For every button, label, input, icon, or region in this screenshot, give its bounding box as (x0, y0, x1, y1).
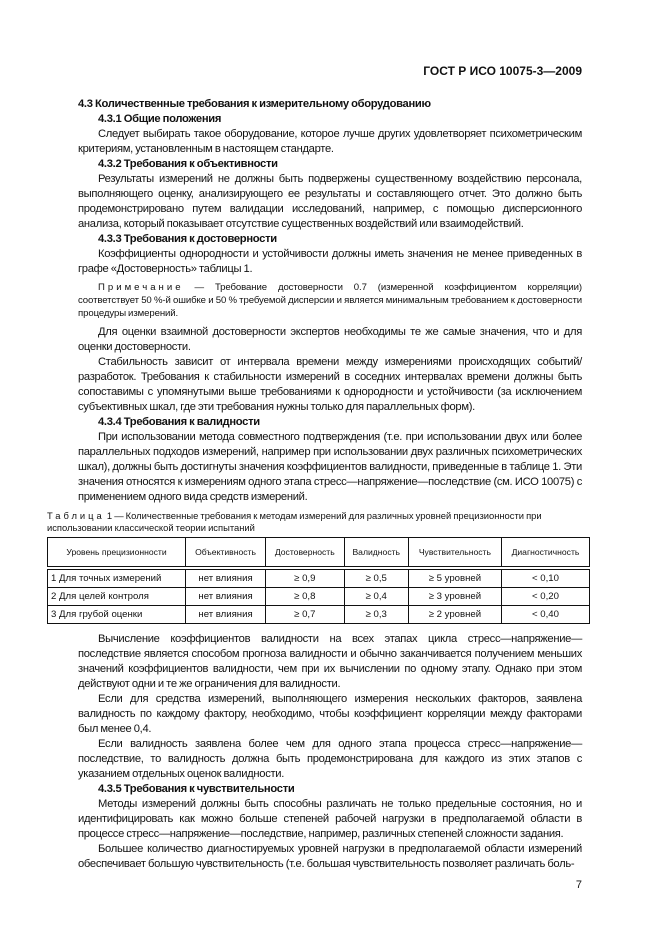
table-cell: ≥ 0,4 (344, 588, 408, 606)
table-caption (47, 510, 607, 534)
table-caption-text: 1 — Количественные требования к методам измерений для различных уровней прецизионности при использовании классической теории испытаний (47, 510, 542, 533)
page-number: 7 (575, 879, 582, 891)
paragraph: Коэффициенты однородности и устойчивости должны иметь значения не менее приведенных в графе «Достоверность» таблицы 1. (78, 248, 582, 275)
table-cell: ≥ 5 уровней (408, 570, 501, 588)
table-label: Таблица (47, 510, 105, 521)
table-cell: нет влияния (186, 588, 266, 606)
table-cell: ≥ 0,5 (344, 570, 408, 588)
paragraph: При использовании метода совместного подтверждения (т.е. при использовании двух или более параллельных подходов измерений, например при использовании двух различных психометрических шкал), должны быть достигнуты значения коэффициентов валидности, приведенные в таблице 1. Эти значения относятся к измерениям одного этапа стресс—напряжение—последствие (см. ИСО 10075) с применением одного вида средств измерений. (78, 431, 582, 503)
paragraph: Вычисление коэффициентов валидности на всех этапах цикла стресс—напряжение—последствие является способом прогноза валидности и обычно заканчивается получением меньших значений коэффициентов валидности, чем при их вычислении по одному этапу. Однако при этом действуют одни и те же ограничения для валидности. (78, 633, 582, 690)
table-row (48, 588, 590, 606)
note (78, 281, 582, 320)
table-cell: ≥ 0,9 (265, 570, 344, 588)
column-header: Валидность (344, 538, 408, 567)
table-cell: ≥ 0,7 (265, 606, 344, 624)
paragraph: Следует выбирать такое оборудование, которое лучше других удовлетворяет психометрическим критериям, установленным в настоящем стандарте. (78, 128, 582, 155)
table-cell: нет влияния (186, 570, 266, 588)
table-cell: ≥ 0,3 (344, 606, 408, 624)
paragraph: Методы измерений должны быть способны различать не только предельные состояния, но и идентифицировать как можно больше степеней рабочей нагрузки в предполагаемой области в процессе стресс—напряжение—последствие, например, различных степеней сложности задания. (78, 798, 582, 840)
table-cell: < 0,10 (501, 570, 589, 588)
page-body (47, 97, 582, 893)
paragraph: Результаты измерений не должны быть подвержены существенному воздействию персонала, выполняющего оценку, анализирующего ее результаты и составляющего отчет. Это должно быть продемонстрировано путем валидации исследований, например, с помощью дисперсионного анализа, который показывает отсутствие существенных воздействий или взаимодействий. (78, 173, 582, 230)
note-label: Примечание (98, 282, 184, 293)
column-header: Чувствительность (408, 538, 501, 567)
column-header: Объективность (186, 538, 266, 567)
paragraph: Стабильность зависит от интервала времени между измерениями происходящих событий/разработок. Требования к стабильности измерений в соседних интервалах времени должны быть сопоставимы с упомянутыми выше требованиями к однородности и устойчивости (за исключением субъективных шкал, где эти требования нужны только для параллельных форм). (78, 356, 582, 413)
paragraph: Большее количество диагностируемых уровней нагрузки в предполагаемой области измерений обеспечивает большую чувствительность (т.е. большая чувствительность позволяет различать боль- (78, 843, 582, 870)
column-header: Достоверность (265, 538, 344, 567)
section-4-3-5-heading: 4.3.5 Требования к чувствительности (98, 783, 295, 795)
section-4-3-1-heading: 4.3.1 Общие положения (98, 113, 222, 125)
table-cell: ≥ 0,8 (265, 588, 344, 606)
table-cell: < 0,20 (501, 588, 589, 606)
paragraph: Если для средства измерений, выполняющего измерения нескольких факторов, заявлена валидность по каждому фактору, необходимо, чтобы коэффициент корреляции между факторами был менее 0,4. (78, 693, 582, 735)
table-cell: 3 Для грубой оценки (48, 606, 186, 624)
paragraph: Для оценки взаимной достоверности экспертов необходимы те же самые значения, что и для оценки достоверности. (78, 326, 582, 353)
table-cell: < 0,40 (501, 606, 589, 624)
column-header: Диагностичность (501, 538, 589, 567)
table-row (48, 570, 590, 588)
section-4-3-3-heading: 4.3.3 Требования к достоверности (98, 233, 277, 245)
requirements-table (47, 537, 590, 624)
table-header-row (48, 538, 590, 567)
note-text: — Требование достоверности 0.7 (измеренной коэффициентом корреляции) соответствует 50 %-й ошибке и 50 % требуемой дисперсии и является минимальным требованием к достоверности процедуры измерений. (78, 282, 582, 319)
section-4-3-heading: 4.3 Количественные требования к измерительному оборудованию (78, 98, 431, 110)
table-cell: 2 Для целей контроля (48, 588, 186, 606)
paragraph: Если валидность заявлена более чем для одного этапа процесса стресс—напряжение—последствие, то валидность должна быть продемонстрирована для каждого из этих этапов с указанием отдельных оценок валидности. (78, 738, 582, 780)
section-4-3-4-heading: 4.3.4 Требования к валидности (98, 416, 260, 428)
table-row (48, 606, 590, 624)
table-cell: ≥ 3 уровней (408, 588, 501, 606)
table-cell: нет влияния (186, 606, 266, 624)
section-4-3-2-heading: 4.3.2 Требования к объективности (98, 158, 278, 170)
standard-header: ГОСТ Р ИСО 10075-3—2009 (423, 64, 582, 78)
table-cell: 1 Для точных измерений (48, 570, 186, 588)
table-cell: ≥ 2 уровней (408, 606, 501, 624)
column-header: Уровень прецизионности (48, 538, 186, 567)
